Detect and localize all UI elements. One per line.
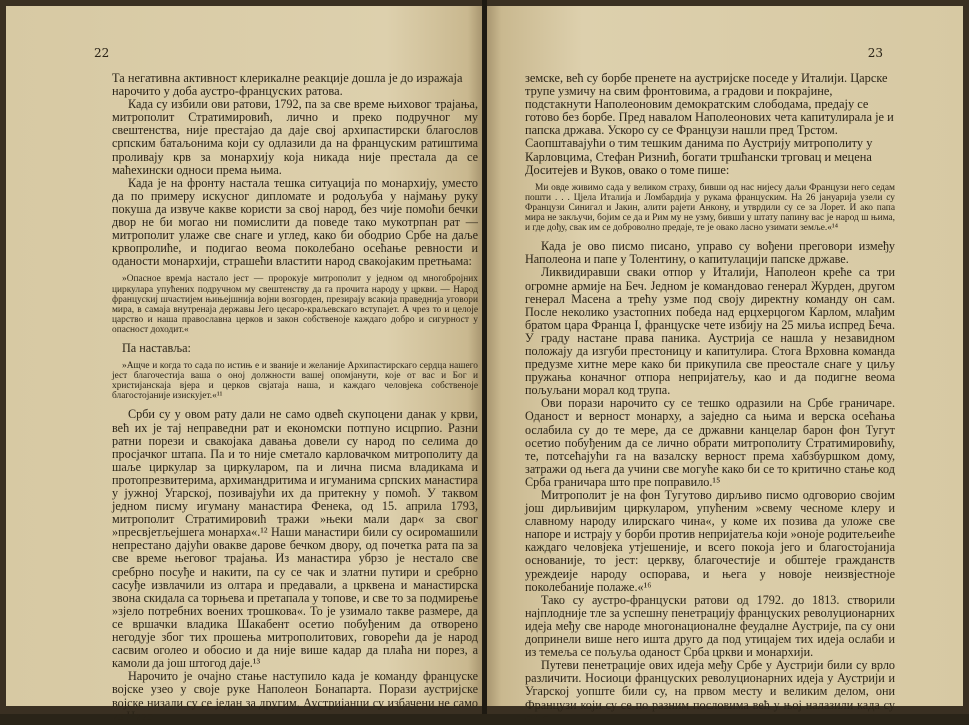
left-page xyxy=(6,6,482,723)
paragraph: Ликвидиравши сваки отпор у Италији, Наполеон креће са три огромне армије на Беч. Једном је командовао генерал Журден, другом генерал Масена а трећу узме под своју директну команду он сам. После неколико узастопних победа над ерцхерцогом Карлом, млађим братом цара Франца I, француске чете избију на 25 миља испред Беча. У граду настане права паника. Аустрија се нашла у незавидном положају да изгуби престоницу и капитулира. Стога Врховна команда предузме хитне мере како би прикупила све преостале снаге у циљу пружања коначног отпора непријатељу, као и да подигне веома пољуљани морал код трупа. xyxy=(525,265,895,398)
block-quote: »Опасное времја настало јест — пророкује митрополит у једном од многобројних циркулара упућених подручном му свештенству да га прочита народу у цркви. — Народ францускиј шчастијем њињејшнија војни возгорден, презирају всакија праведнија уговори мира, в самаја внутренаја державы Јего цесарo-краљевскаго вступајет. А чрез то и целоје царство и наша православна церков и закон собственоје каждаго добро и сигурност у опасност доходит.« xyxy=(112,274,478,335)
paragraph: Када је ово писмо писано, управо су вођени преговори између Наполеона и папе у Толентину, о капитулацији папске државе. xyxy=(525,239,895,267)
paragraph: Ови порази нарочито су се тешко одразили на Србе граничаре. Оданост и верност монарху, а заједно са њима и верска осећања ослабила су до те мере, да се државни канцелар барон фон Тугут осетио побуђеним да се лично обрати митрополиту Стратимировићу, те, потсећајући га на вазалску верност према хабзбуршком дому, затражи од њега да учини све могуће како би се то критично стање код Срба граничара што пре поправило.¹⁵ xyxy=(525,396,895,489)
right-page xyxy=(487,6,963,725)
paragraph: Срби су у овом рату дали не само одвећ скупоцени данак у крви, већ их је тај неправедни рат и економски потпуно исцрпио. Разни ратни порези и свакојака давања довели су народ по селима до просјачког штапа. Па и то није сметало карловачком митрополиту да шаље циркулар за циркуларом, па и лична писма владикама и протопрезвитерима, архимандритима и игуманима српских манастира у јужној Угарској, позивајући их да притекну у помоћ. У таквом једном писму игуману манастира Фенека, од 15. априла 1793, митрополит Стратимировић тражи »њеки мали дар« за свог »пресвјетљејшега монарха«.¹² Наши манастири били су осиромашили непрестано дајући овакве дарове бечком двору, од почетка рата па за све време његовог трајања. Из манастира убрзо је нестало све сребрно посуђе и накити, па су се чак и златни путири и сребрно сасуђе извлачили из олтара и предавали, а црквена и манастирска звона скидала са торњева и претапала у топове, и све то за подмирење »зјело потребних воених трошкова«. То је узимало такве размере, да се вршачки владика Шакабент осетио побуђеним да отворено негодује због тих прошења митрополитових, говорећи да је народ сасвим оголео и обосио и да није више кадар да плаћа ни порез, а камоли да још штогод даје.¹³ xyxy=(112,407,478,671)
paragraph: земске, већ су борбе пренете на аустријске поседе у Италији. Царске трупе узмичу на свим фронтовима, а градови и покрајине, подстакнути Наполеоновим демократским слободама, предају се готово без борбе. Пред навалом Наполеонових чета капитулирала је и папска држава. Ускоро су се Французи нашли пред Трстом. Саопштавајући о тим тешким данима по Аустрију митрополиту у Карловцима, Стефан Ризнић, богати тршћански трговац и мецена Доситејев и Вуков, овако о томе пише: xyxy=(525,71,894,177)
quote-intro: Па наставља: xyxy=(122,340,191,355)
block-quote: »Ащче и когда то сада по истињ е и званије и желаније Архипастирскаго сердца нашего јест благочестија ваша о оној должности вашеј опомјанути, које от вас и Бог и христијанскаја вјера и церков свјатаја наша, и каждаго человјека собственоје благостојаније изискујет.«¹¹ xyxy=(112,361,478,402)
paragraph: Митрополит је на фон Тугутово дирљиво писмо одговорио својим још дирљивијим циркуларом, упућеним »свему чесноме клеру и славному народу илирскаго чина«, у коме их позива да уложе све напоре и истрају у борби против непријатеља који »оноје родитељеиће каждаго человјека утјешеније, и всего покоја јего и благостојанија основаније, то јест: церкву, благочестије и обштеје гражданств уреждеије народу оспорава, и њега у новоје неизвјестноје поколебаније полаже.«¹⁶ xyxy=(525,488,895,594)
block-quote: Ми овде живимо сада у великом страху, бивши од нас нијесу даљи Французи него седам пошти . . . Цјела Италија и Ломбардија у рукама француским. На 26 јануарија узели су Французи Синигал и Јакин, алити рајети Анкону, и утврдили су се за Лорет. И ако папа мира не закључи, бојим се да и Рим му не узму, бивши у штату папину вас је народ ш њима, и где дођу, свак им се доброволно предаје, те је овако ласно узимати земље.«¹⁴ xyxy=(525,182,895,234)
paragraph: Путеви пенетрације ових идеја међу Србе у Аустрији били су врло различити. Носиоци француских револуционарних идеја у Аустрији и Угарској уопште били су, на првом месту и великим делом, они Французи који су се по разним пословима већ у њој налазили када су отпо- xyxy=(525,658,895,725)
left-page-text xyxy=(112,72,478,723)
right-page-text xyxy=(525,72,895,725)
paragraph: Када је на фронту настала тешка ситуација по монархију, уместо да по примеру искусног дипломате и родољуба у најмању руку покуша да извуче какве користи за свој народ, без чије помоћи бечки двор не би могао ни помислити да поведе тако мукотрпан рат — митрополит улаже све снаге и углед, како би ободрио Србе на даље крвопролиће, и подигао веома поколебано осећање ревности и оданости монархији, страшећи властити народ свакојаким претњама: xyxy=(112,175,478,269)
paragraph: Нарочито је очајно стање наступило када је команду француске војске узео у своје руке Наполеон Бонапарта. Порази аустријске војске низали су се један за другим. Аустријанци су избачени не само из Низо- xyxy=(112,669,478,723)
paragraph: Тако су аустро-француски ратови од 1792. до 1813. створили најплодније тле за успешну пенетрацију француских револуционарних идеја међу све народе многонационалне феудалне Аустрије, па су они допринели више него ишта друго да под утицајем тих идеја ослаби и из темеља се пољуља оданост Срба цркви и монархији. xyxy=(525,592,895,660)
paragraph: Када су избили ови ратови, 1792, па за све време њиховог трајања, митрополит Стратимировић, лично и преко подручног му свештенства, није престајао да даје свој архипастирски благослов српским батаљонима који су одлазили да на француским ратиштима проливају крв за монархију која никада није престала да се маћехински односи према њима. xyxy=(112,97,478,177)
page-number: 22 xyxy=(94,46,110,60)
paragraph: Та негативна активност клерикалне реакције дошла је до изражаја нарочито у доба аустро-француских ратова. xyxy=(112,71,463,99)
page-number: 23 xyxy=(867,46,883,60)
